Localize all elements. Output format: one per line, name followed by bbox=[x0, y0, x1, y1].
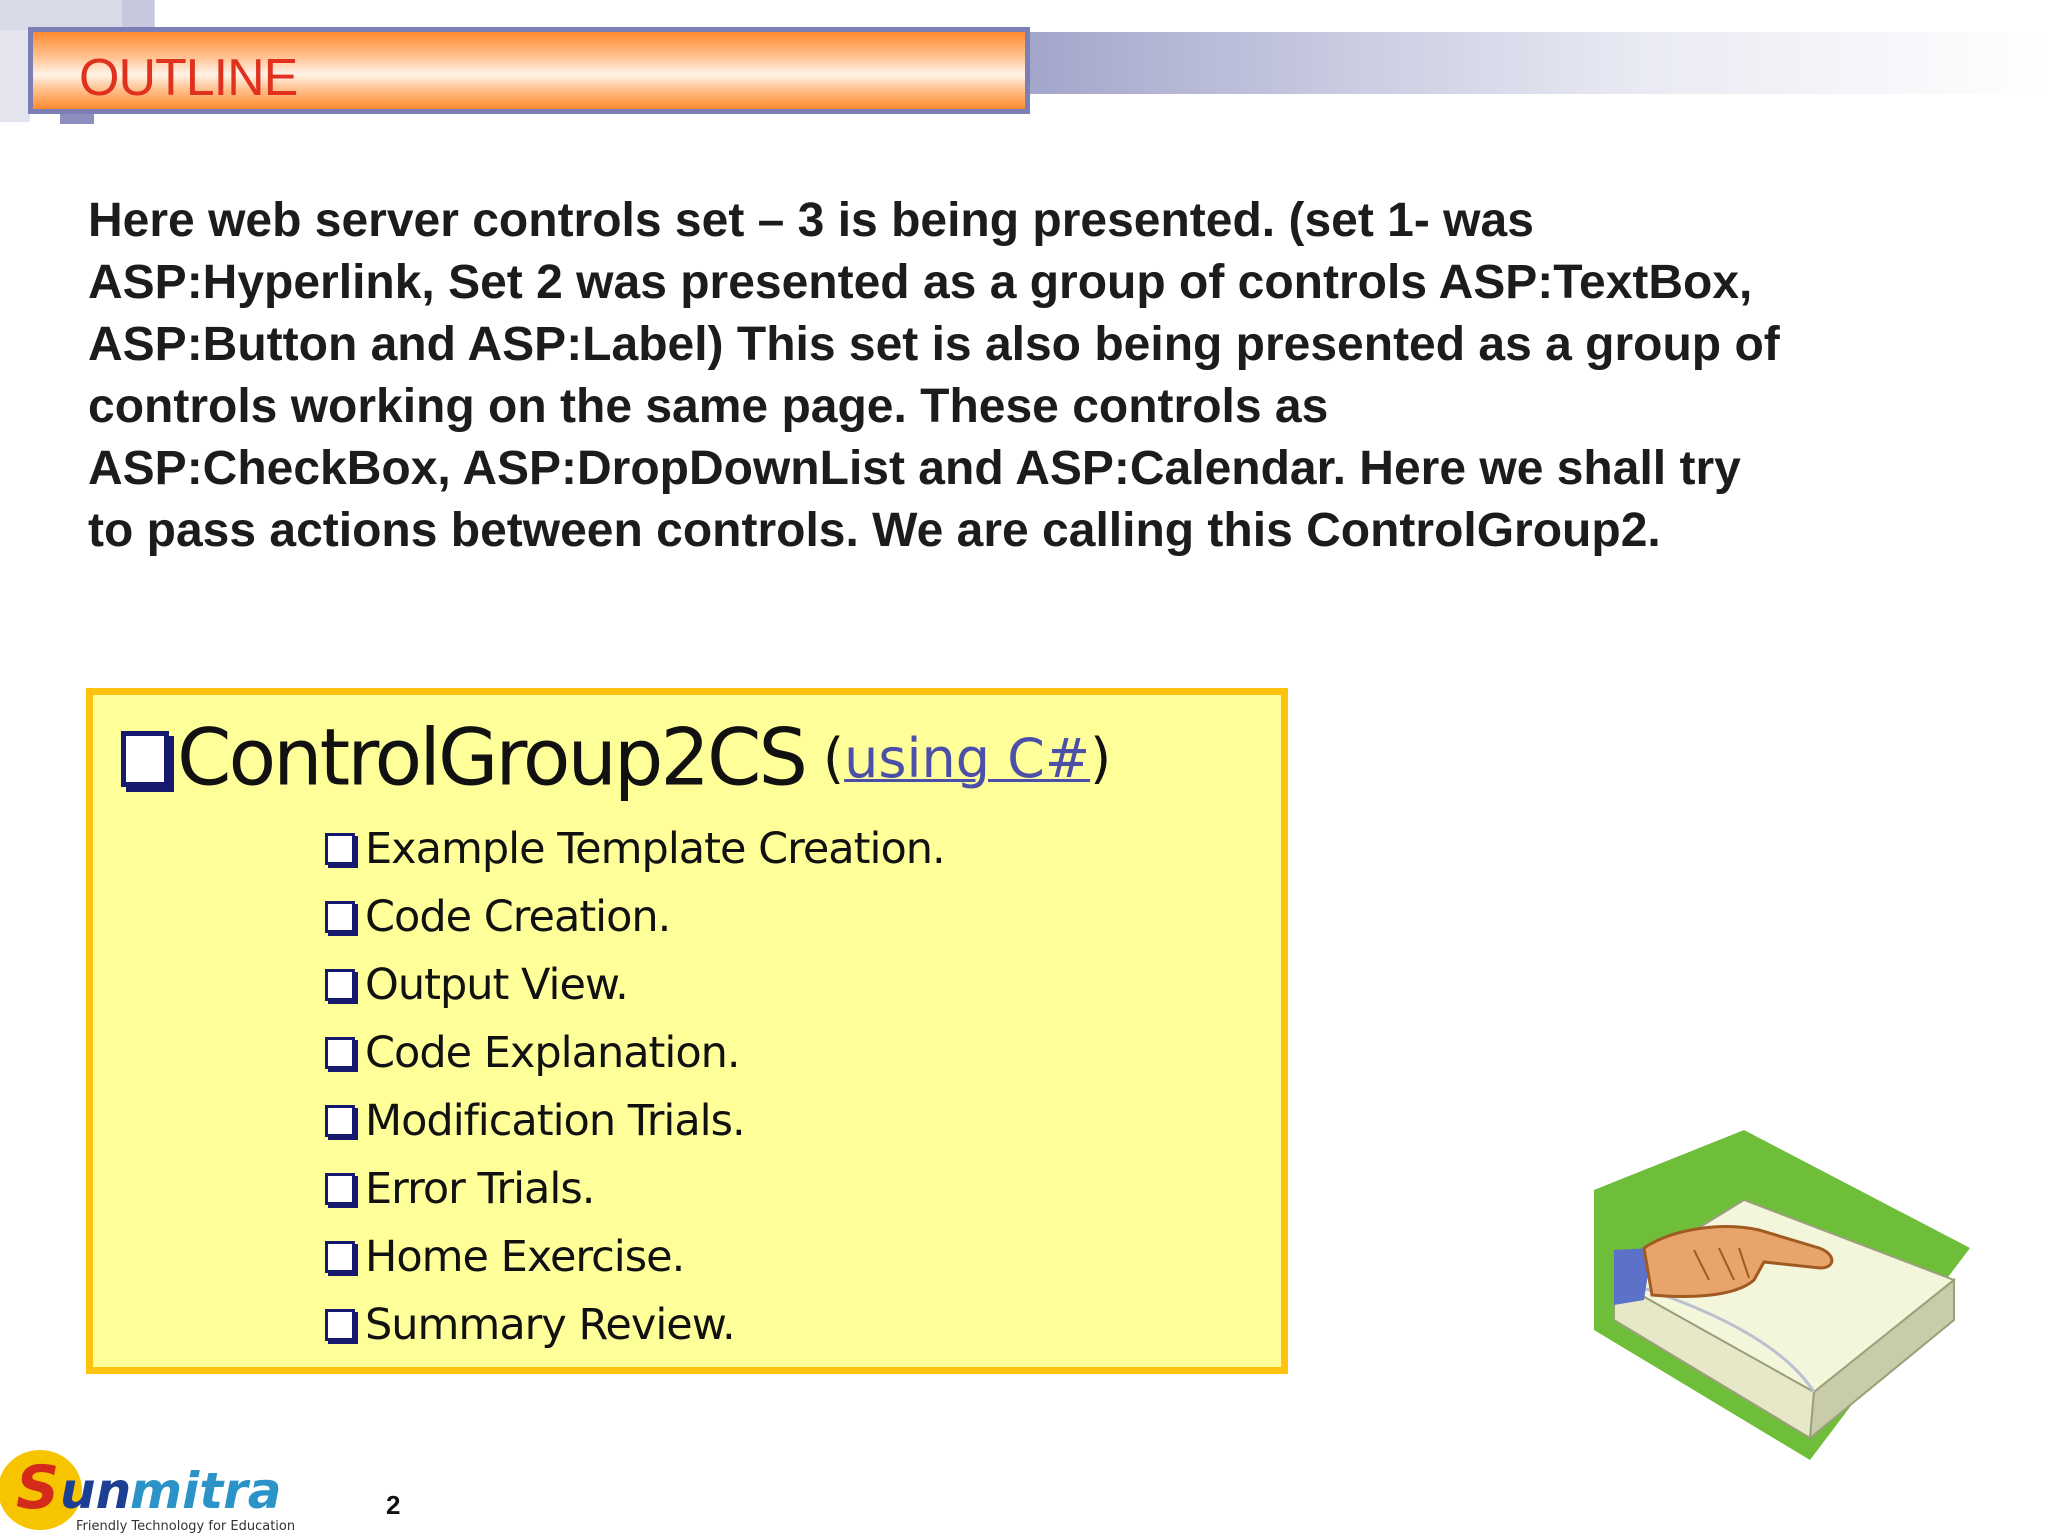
outline-sub-item bbox=[325, 1087, 945, 1155]
outline-sub-item-label: Summary Review. bbox=[365, 1300, 735, 1350]
close-paren: ) bbox=[1090, 726, 1112, 790]
intro-line: to pass actions between controls. We are calling this ControlGroup2. bbox=[88, 504, 1661, 557]
intro-line: ASP:Hyperlink, Set 2 was presented as a group of controls ASP:TextBox, bbox=[88, 256, 1753, 309]
outline-sub-item bbox=[325, 1291, 945, 1359]
outline-main-item bbox=[121, 713, 1111, 804]
checkbox-bullet-icon bbox=[325, 1173, 355, 1205]
hand-book-clipart bbox=[1574, 1130, 1970, 1460]
outline-sub-item-label: Error Trials. bbox=[365, 1164, 595, 1214]
page-number: 2 bbox=[386, 1490, 401, 1520]
outline-sub-item bbox=[325, 1155, 945, 1223]
outline-box bbox=[86, 688, 1288, 1374]
outline-sub-item bbox=[325, 1019, 945, 1087]
top-decoration-notch bbox=[122, 0, 154, 30]
outline-sub-item bbox=[325, 883, 945, 951]
intro-line: ASP:CheckBox, ASP:DropDownList and ASP:Calendar. Here we shall try bbox=[88, 442, 1741, 495]
outline-sub-item-label: Home Exercise. bbox=[365, 1232, 685, 1282]
intro-line: controls working on the same page. These controls as bbox=[88, 380, 1329, 433]
title-banner bbox=[28, 27, 1030, 114]
slide-title: OUTLINE bbox=[79, 49, 298, 107]
outline-sub-item-label: Code Explanation. bbox=[365, 1028, 740, 1078]
outline-main-suffix bbox=[823, 727, 1111, 790]
open-paren: ( bbox=[823, 726, 845, 790]
checkbox-bullet-icon bbox=[325, 1241, 355, 1273]
outline-sub-item-label: Modification Trials. bbox=[365, 1096, 745, 1146]
logo-text-un: un bbox=[60, 1462, 132, 1520]
left-decoration-tick bbox=[60, 114, 94, 124]
top-decoration-strip bbox=[0, 0, 155, 30]
intro-paragraph bbox=[88, 190, 1948, 562]
outline-sub-item bbox=[325, 1223, 945, 1291]
using-csharp-link[interactable]: using C# bbox=[844, 726, 1091, 790]
checkbox-bullet-icon bbox=[325, 969, 355, 1001]
outline-sub-item-label: Code Creation. bbox=[365, 892, 671, 942]
outline-sub-list bbox=[325, 815, 945, 1359]
checkbox-bullet-icon bbox=[325, 901, 355, 933]
outline-sub-item-label: Example Template Creation. bbox=[365, 824, 945, 874]
title-gradient-bar bbox=[1030, 32, 2048, 94]
checkbox-bullet-icon bbox=[325, 833, 355, 865]
logo-tagline: Friendly Technology for Education bbox=[76, 1519, 296, 1534]
checkbox-bullet-icon bbox=[121, 731, 169, 787]
outline-sub-item bbox=[325, 815, 945, 883]
intro-line: ASP:Button and ASP:Label) This set is also being presented as a group of bbox=[88, 318, 1780, 371]
sunmitra-logo bbox=[0, 1438, 320, 1536]
checkbox-bullet-icon bbox=[325, 1309, 355, 1341]
logo-letter-s: S bbox=[16, 1453, 60, 1523]
outline-sub-item bbox=[325, 951, 945, 1019]
intro-line: Here web server controls set – 3 is being presented. (set 1- was bbox=[88, 194, 1534, 247]
outline-sub-item-label: Output View. bbox=[365, 960, 628, 1010]
checkbox-bullet-icon bbox=[325, 1037, 355, 1069]
logo-text-mitra: mitra bbox=[130, 1462, 282, 1520]
outline-main-label: ControlGroup2CS bbox=[177, 713, 806, 804]
checkbox-bullet-icon bbox=[325, 1105, 355, 1137]
